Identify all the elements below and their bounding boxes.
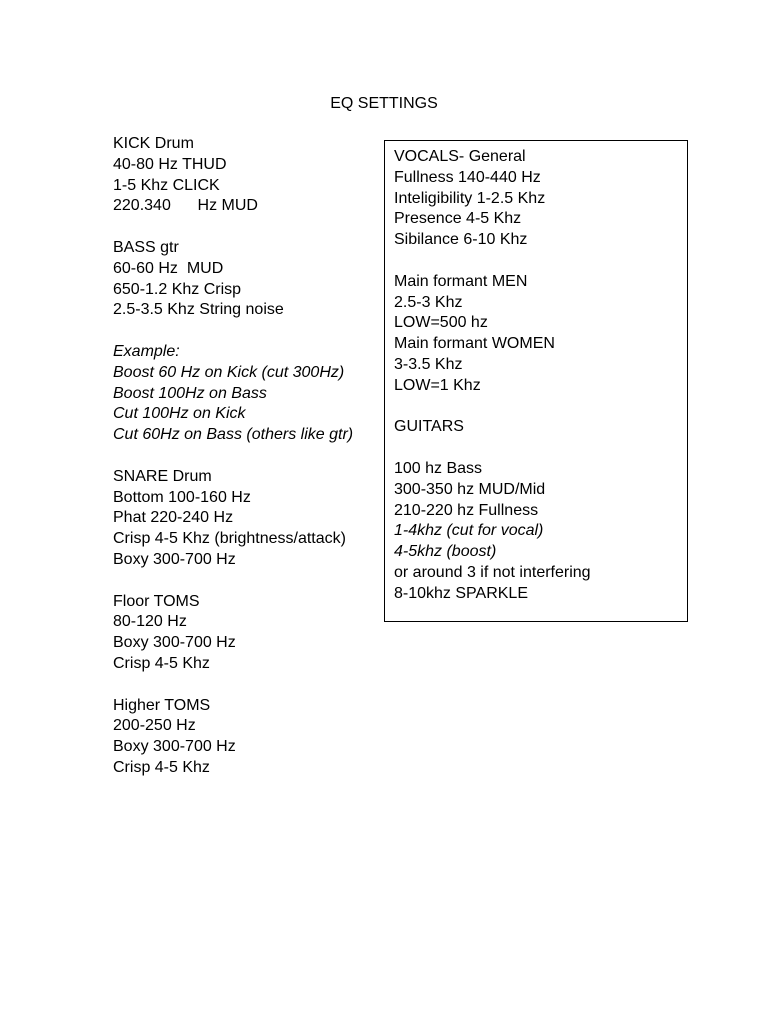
text-line: 60-60 Hz MUD bbox=[113, 259, 224, 277]
text-line: Crisp 4-5 Khz bbox=[113, 654, 210, 672]
text-line: Floor TOMS bbox=[113, 592, 200, 610]
left-column bbox=[113, 134, 383, 779]
blank-line bbox=[394, 251, 684, 272]
text-line: Boxy 300-700 Hz bbox=[113, 738, 236, 756]
text-line: 2.5-3 Khz bbox=[394, 293, 463, 311]
text-line: LOW=500 hz bbox=[394, 314, 488, 332]
text-line: 200-250 Hz bbox=[113, 717, 196, 735]
vocals-guitars-box bbox=[384, 140, 688, 622]
text-line: Example: bbox=[113, 342, 180, 360]
text-line: 650-1.2 Khz Crisp bbox=[113, 280, 242, 298]
text-line: 1-4khz (cut for vocal) bbox=[394, 522, 544, 540]
text-line: Fullness 140-440 Hz bbox=[394, 168, 541, 186]
text-line: or around 3 if not interfering bbox=[394, 563, 591, 581]
text-line: LOW=1 Khz bbox=[394, 376, 481, 394]
text-line: 3-3.5 Khz bbox=[394, 355, 463, 373]
text-line: Inteligibility 1-2.5 Khz bbox=[394, 189, 546, 207]
blank-line bbox=[113, 571, 383, 592]
text-line: 4-5khz (boost) bbox=[394, 543, 497, 561]
text-line: 220.340 Hz MUD bbox=[113, 197, 258, 215]
blank-line bbox=[113, 446, 383, 467]
text-line: Phat 220-240 Hz bbox=[113, 509, 234, 527]
text-line: Higher TOMS bbox=[113, 696, 211, 714]
text-line: 1-5 Khz CLICK bbox=[113, 176, 220, 194]
blank-line bbox=[394, 438, 684, 459]
text-line: Cut 100Hz on Kick bbox=[113, 405, 246, 423]
text-line: 40-80 Hz THUD bbox=[113, 155, 227, 173]
text-line: Crisp 4-5 Khz (brightness/attack) bbox=[113, 530, 346, 548]
blank-line bbox=[394, 397, 684, 418]
text-line: Cut 60Hz on Bass (others like gtr) bbox=[113, 426, 354, 444]
text-line: Boost 100Hz on Bass bbox=[113, 384, 267, 402]
text-line: Main formant MEN bbox=[394, 272, 528, 290]
text-line: Bottom 100-160 Hz bbox=[113, 488, 251, 506]
text-line: Boxy 300-700 Hz bbox=[113, 634, 236, 652]
text-line: Boost 60 Hz on Kick (cut 300Hz) bbox=[113, 363, 345, 381]
text-line: Sibilance 6-10 Khz bbox=[394, 231, 528, 249]
text-line: Boxy 300-700 Hz bbox=[113, 550, 236, 568]
text-line: 8-10khz SPARKLE bbox=[394, 584, 528, 602]
text-line: SNARE Drum bbox=[113, 467, 212, 485]
text-line: GUITARS bbox=[394, 418, 464, 436]
blank-line bbox=[113, 217, 383, 238]
text-line: KICK Drum bbox=[113, 135, 194, 152]
text-line: Crisp 4-5 Khz bbox=[113, 758, 210, 776]
text-line: 210-220 hz Fullness bbox=[394, 501, 539, 519]
right-column bbox=[394, 147, 684, 605]
text-line: 2.5-3.5 Khz String noise bbox=[113, 301, 284, 319]
text-line: 100 hz Bass bbox=[394, 459, 483, 477]
text-line: 80-120 Hz bbox=[113, 613, 187, 631]
text-line: BASS gtr bbox=[113, 238, 179, 256]
text-line: 300-350 hz MUD/Mid bbox=[394, 480, 546, 498]
text-line: Main formant WOMEN bbox=[394, 335, 555, 353]
text-line: Presence 4-5 Khz bbox=[394, 210, 522, 228]
blank-line bbox=[113, 321, 383, 342]
page-title: EQ SETTINGS bbox=[330, 95, 438, 112]
text-line: VOCALS- General bbox=[394, 148, 526, 165]
blank-line bbox=[113, 675, 383, 696]
